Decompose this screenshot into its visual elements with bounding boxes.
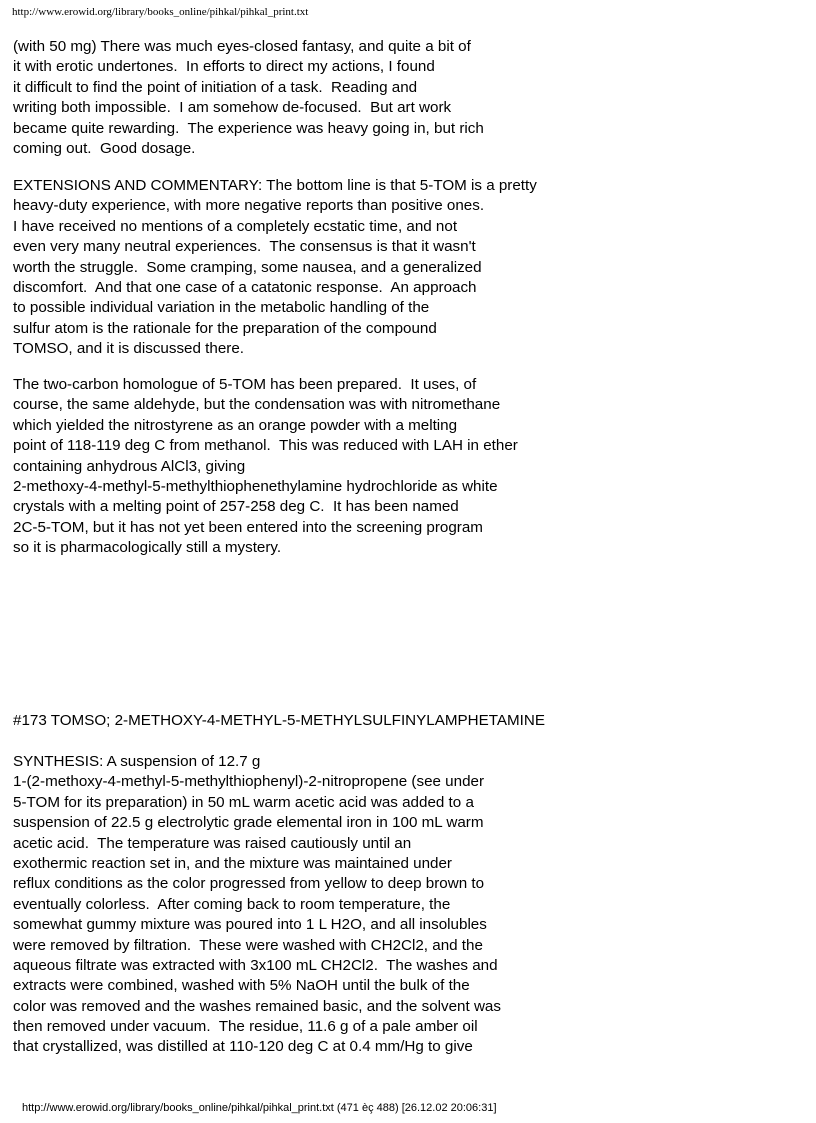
text-line: reflux conditions as the color progressed from yellow to deep brown to [13, 875, 485, 893]
text-line: eventually colorless. After coming back to room temperature, the [13, 895, 451, 913]
text-line: crystals with a melting point of 257-258 deg C. It has been named [13, 498, 459, 516]
text-line: sulfur atom is the rationale for the preparation of the compound [13, 319, 437, 337]
text-line: heavy-duty experience, with more negative reports than positive ones. [13, 197, 485, 215]
text-line: 5-TOM for its preparation) in 50 mL warm acetic acid was added to a [13, 793, 474, 811]
text-line: 2C-5-TOM, but it has not yet been entered into the screening program [13, 518, 483, 536]
text-line: EXTENSIONS AND COMMENTARY: The bottom line is that 5-TOM is a pretty [13, 177, 537, 194]
text-line: were removed by filtration. These were washed with CH2Cl2, and the [13, 936, 483, 954]
text-line: aqueous filtrate was extracted with 3x100 mL CH2Cl2. The washes and [13, 956, 498, 974]
text-line: which yielded the nitrostyrene as an orange powder with a melting [13, 416, 458, 434]
paragraph-synthesis [13, 752, 803, 1058]
text-line: that crystallized, was distilled at 110-120 deg C at 0.4 mm/Hg to give [13, 1038, 473, 1056]
text-line: SYNTHESIS: A suspension of 12.7 g [13, 753, 261, 770]
paragraph-dosage-report [13, 37, 803, 159]
paragraph-extensions-commentary [13, 176, 803, 360]
header-url: http://www.erowid.org/library/books_online/pihkal/pihkal_print.txt [12, 6, 309, 18]
text-line: to possible individual variation in the metabolic handling of the [13, 299, 430, 317]
text-line: The two-carbon homologue of 5-TOM has been prepared. It uses, of [13, 376, 477, 393]
footer-url: http://www.erowid.org/library/books_online/pihkal/pihkal_print.txt (471 èç 488) [26.12.02 20:06:31] [22, 1102, 497, 1114]
text-line: exothermic reaction set in, and the mixture was maintained under [13, 854, 452, 872]
text-line: it with erotic undertones. In efforts to direct my actions, I found [13, 58, 435, 76]
text-line: writing both impossible. I am somehow de-focused. But art work [13, 99, 452, 117]
text-line: extracts were combined, washed with 5% NaOH until the bulk of the [13, 977, 470, 995]
text-line: course, the same aldehyde, but the condensation was with nitromethane [13, 396, 501, 414]
text-line: point of 118-119 deg C from methanol. This was reduced with LAH in ether [13, 437, 518, 455]
text-line: discomfort. And that one case of a catatonic response. An approach [13, 278, 477, 296]
text-line: suspension of 22.5 g electrolytic grade elemental iron in 100 mL warm [13, 814, 484, 832]
text-line: (with 50 mg) There was much eyes-closed fantasy, and quite a bit of [13, 38, 471, 55]
text-line: even very many neutral experiences. The consensus is that it wasn't [13, 238, 476, 256]
paragraph-two-carbon-homologue [13, 375, 803, 559]
text-line: acetic acid. The temperature was raised cautiously until an [13, 834, 412, 852]
text-line: coming out. Good dosage. [13, 139, 196, 157]
text-line: color was removed and the washes remained basic, and the solvent was [13, 997, 501, 1015]
text-line: worth the struggle. Some cramping, some nausea, and a generalized [13, 258, 482, 276]
text-line: then removed under vacuum. The residue, 11.6 g of a pale amber oil [13, 1018, 478, 1036]
text-line: somewhat gummy mixture was poured into 1 L H2O, and all insolubles [13, 916, 487, 934]
text-line: I have received no mentions of a completely ecstatic time, and not [13, 217, 458, 235]
section-heading: #173 TOMSO; 2-METHOXY-4-METHYL-5-METHYLSULFINYLAMPHETAMINE [13, 712, 545, 729]
text-line: so it is pharmacologically still a mystery. [13, 539, 282, 557]
text-line: containing anhydrous AlCl3, giving [13, 457, 246, 475]
text-line: TOMSO, and it is discussed there. [13, 340, 245, 358]
section-title-tomso [13, 711, 803, 731]
text-line: became quite rewarding. The experience was heavy going in, but rich [13, 119, 484, 137]
text-line: 2-methoxy-4-methyl-5-methylthiophenethylamine hydrochloride as white [13, 477, 498, 495]
text-line: 1-(2-methoxy-4-methyl-5-methylthiophenyl)-2-nitropropene (see under [13, 773, 485, 791]
text-line: it difficult to find the point of initiation of a task. Reading and [13, 78, 418, 96]
